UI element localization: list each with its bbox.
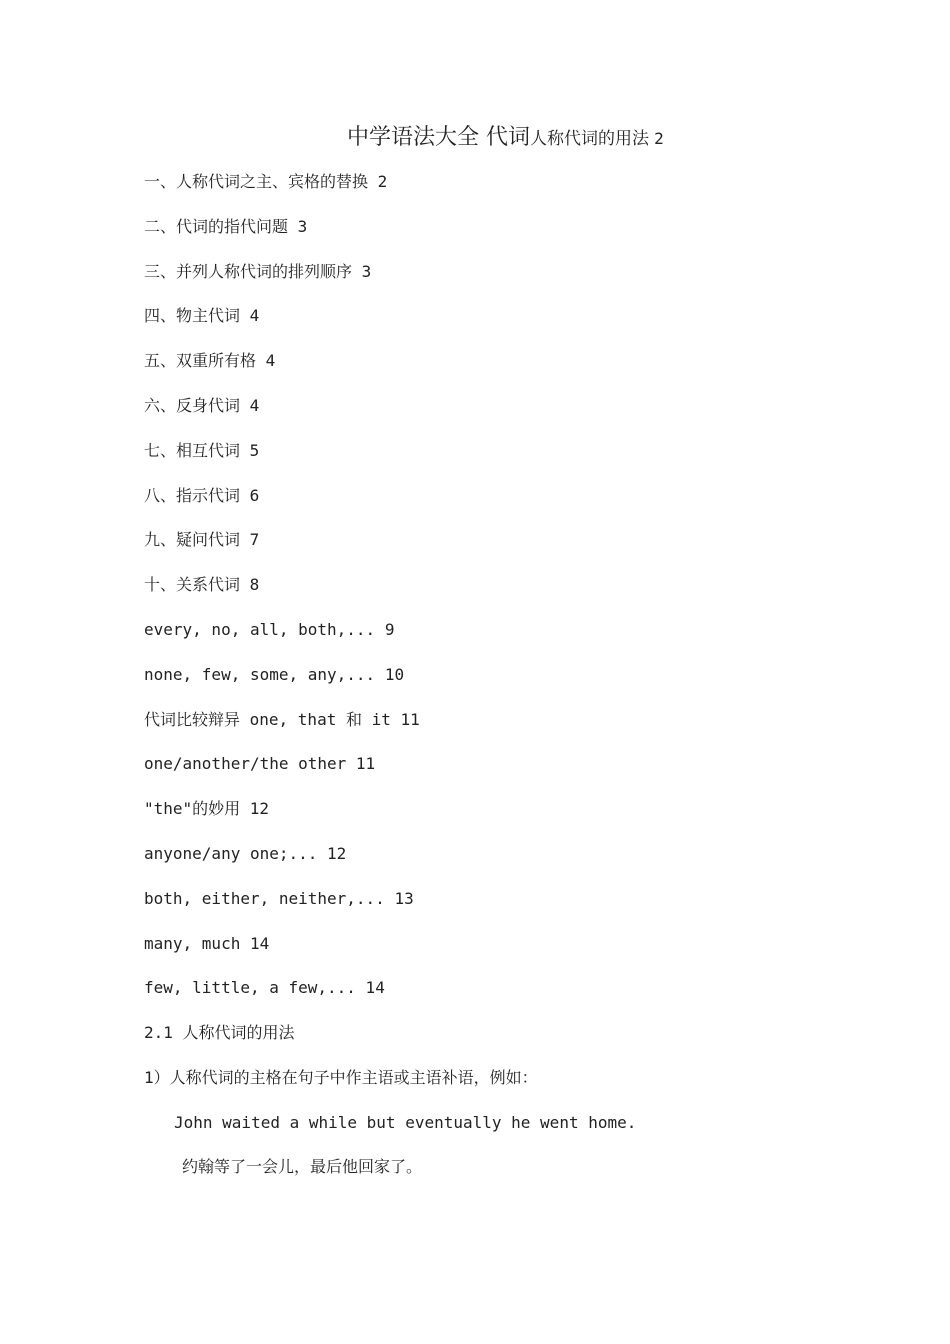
page-title: [347, 120, 664, 151]
toc-item[interactable]: 代词比较辩异 one, that 和 it 11: [144, 709, 420, 729]
toc-item[interactable]: 三、并列人称代词的排列顺序 3: [144, 261, 372, 281]
toc-item[interactable]: one/another/the other 11: [144, 754, 376, 774]
toc-item[interactable]: "the"的妙用 12: [144, 799, 270, 819]
toc-item[interactable]: 二、代词的指代问题 3: [144, 216, 308, 236]
toc-item[interactable]: 九、疑问代词 7: [144, 530, 260, 550]
title-sub: 人称代词的用法: [530, 129, 649, 149]
toc-item[interactable]: none, few, some, any,... 10: [144, 664, 405, 684]
toc-item[interactable]: anyone/any one;... 12: [144, 843, 347, 863]
table-of-contents: [144, 168, 420, 1019]
toc-item[interactable]: 五、双重所有格 4: [144, 351, 276, 371]
title-main: 中学语法大全 代词: [347, 125, 530, 150]
section-heading: 2.1 人称代词的用法: [144, 1023, 295, 1042]
toc-item[interactable]: few, little, a few,... 14: [144, 978, 385, 998]
toc-item[interactable]: many, much 14: [144, 933, 270, 953]
toc-item[interactable]: 六、反身代词 4: [144, 395, 260, 415]
toc-item[interactable]: every, no, all, both,... 9: [144, 619, 395, 639]
body-content: [144, 1019, 636, 1198]
grammar-point: 1）人称代词的主格在句子中作主语或主语补语，例如：: [144, 1067, 538, 1087]
toc-item[interactable]: 四、物主代词 4: [144, 306, 260, 326]
title-page-number: 2: [654, 129, 664, 148]
example-sentence-chinese: 约翰等了一会儿，最后他回家了。: [182, 1157, 423, 1177]
example-sentence-english: John waited a while but eventually he went home.: [174, 1112, 637, 1132]
toc-item[interactable]: 七、相互代词 5: [144, 440, 260, 460]
toc-item[interactable]: 八、指示代词 6: [144, 485, 260, 505]
toc-item[interactable]: 十、关系代词 8: [144, 575, 260, 595]
toc-item[interactable]: both, either, neither,... 13: [144, 888, 414, 908]
toc-item[interactable]: 一、人称代词之主、宾格的替换 2: [144, 172, 388, 191]
